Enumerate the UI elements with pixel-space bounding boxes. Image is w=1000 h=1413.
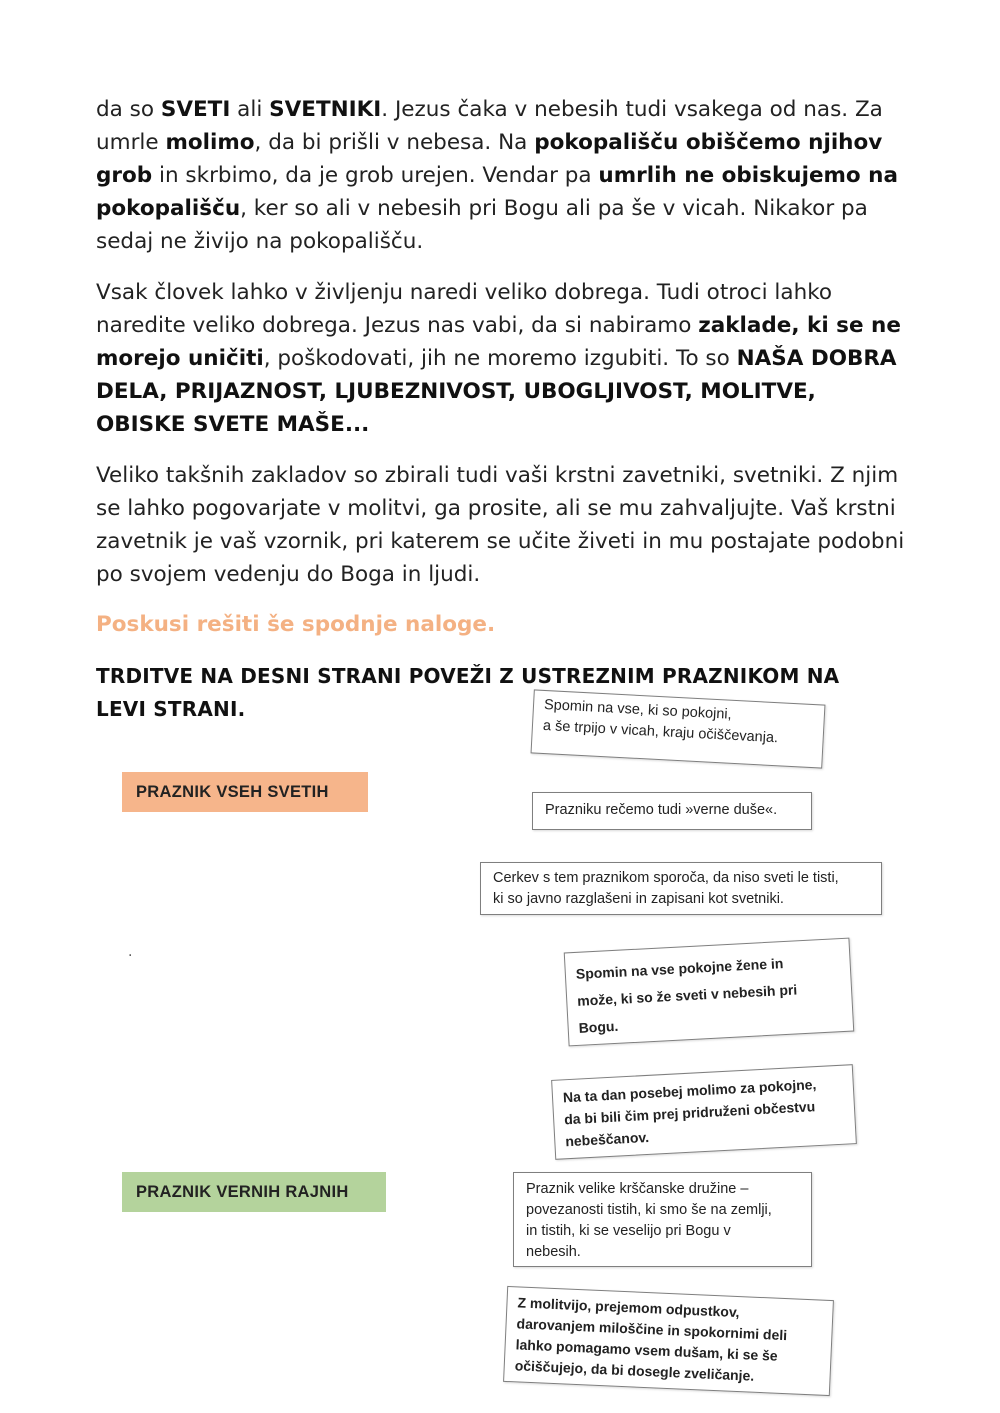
category-all-souls[interactable]: PRAZNIK VERNIH RAJNIH [122,1172,386,1212]
p2-run: , poškodovati, jih ne moremo izgubiti. To so [263,346,737,371]
p1-run: , ker so ali v nebesih pri Bogu ali pa še v vicah. Nikakor pa sedaj ne živijo na pokopališču. [96,196,868,254]
p2-run: NAŠA DOBRA DELA, PRIJAZNOST, LJUBEZNIVOST, UBOGLJIVOST, MOLITVE, OBISKE SVETE MAŠE... [96,346,897,437]
statement-line: a še trpijo v vicah, kraju očiščevanja. [542,717,779,747]
statement-card-indulgences[interactable] [503,1286,834,1396]
statement-line: Na ta dan posebej molimo za pokojne, [562,1076,817,1106]
p1-run: umrlih ne obiskujemo na pokopališču [96,163,898,221]
task-instruction: TRDITVE NA DESNI STRANI POVEŽI Z USTREZNIM PRAZNIKOM NA LEVI STRANI. [96,664,840,721]
statement-card-christian-family[interactable] [513,1172,812,1267]
p1-run: SVETI [160,97,231,122]
statement-card-pray-for-dead[interactable] [551,1064,857,1160]
statement-line: nebeščanov. [564,1128,650,1150]
statement-line: lahko pomagamo vsem dušam, ki se še [515,1336,779,1364]
statement-card-remembrance-saints[interactable] [564,938,855,1047]
statement-line: nebesih. [526,1244,581,1260]
p1-run: pokopališču obiščemo njihov grob [96,130,883,188]
p2-run: Vsak človek lahko v življenju naredi veliko dobrega. Tudi otroci lahko naredite veliko dobrega. Jezus nas vabi, da si nabiramo [96,280,833,338]
p1-run: da so [96,97,161,122]
statement-line: Spomin na vse pokojne žene in [575,955,784,982]
statement-line: in tistih, ki se veselijo pri Bogu v [526,1223,731,1239]
p3-run: Veliko takšnih zakladov so zbirali tudi vaši krstni zavetniki, svetniki. Z njim se lahko pogovarjate v molitvi, ga prosite, ali se mu zahvaljujte. Vaš krstni zavetnik je vaš vzornik, pri katerem se učite živeti in mu postajate podobni po svojem vedenju do Boga in ljudi. [96,463,905,587]
p1-run: molimo [165,130,255,155]
statement-line: Bogu. [578,1017,619,1036]
statement-line: darovanjem miloščine in spokornimi deli [516,1315,788,1344]
statement-card-faithful-souls[interactable] [532,792,812,830]
p1-run: ali [230,97,270,122]
stray-dot: . [128,944,133,960]
paragraph-saints [96,93,906,258]
p2-run: zaklade, ki se ne morejo uničiti [96,313,901,371]
statement-line: Spomin na vse, ki so pokojni, [543,696,733,723]
statement-line: povezanosti tistih, ki smo še na zemlji, [526,1202,772,1218]
task-hint: Poskusi rešiti še spodnje naloge. [96,612,496,637]
statement-line: da bi bili čim prej pridruženi občestvu [563,1098,816,1128]
paragraph-treasures [96,276,906,441]
statement-card-not-only-canonized[interactable] [480,862,882,915]
statement-line: ki so javno razglašeni in zapisani kot svetniki. [493,891,784,907]
category-all-saints[interactable]: PRAZNIK VSEH SVETIH [122,772,368,812]
statement-line: Cerkev s tem praznikom sporoča, da niso sveti le tisti, [493,870,839,886]
p1-run: , da bi prišli v nebesa. Na [254,130,535,155]
p1-run: SVETNIKI [269,97,382,122]
statement-line: može, ki so že sveti v nebesih pri [576,981,798,1009]
p1-run: in skrbimo, da je grob urejen. Vendar pa [152,163,599,188]
statement-line: Praznik velike krščanske družine – [526,1181,749,1197]
statement-line: Prazniku rečemo tudi »verne duše«. [545,802,778,818]
statement-line: očiščujejo, da bi dosegle zveličanje. [514,1357,755,1384]
paragraph-patron-saints [96,459,906,591]
p1-run: . Jezus čaka v nebesih tudi vsakega od nas. Za umrle [96,97,883,155]
statement-line: Z molitvijo, prejemom odpustkov, [517,1294,740,1321]
